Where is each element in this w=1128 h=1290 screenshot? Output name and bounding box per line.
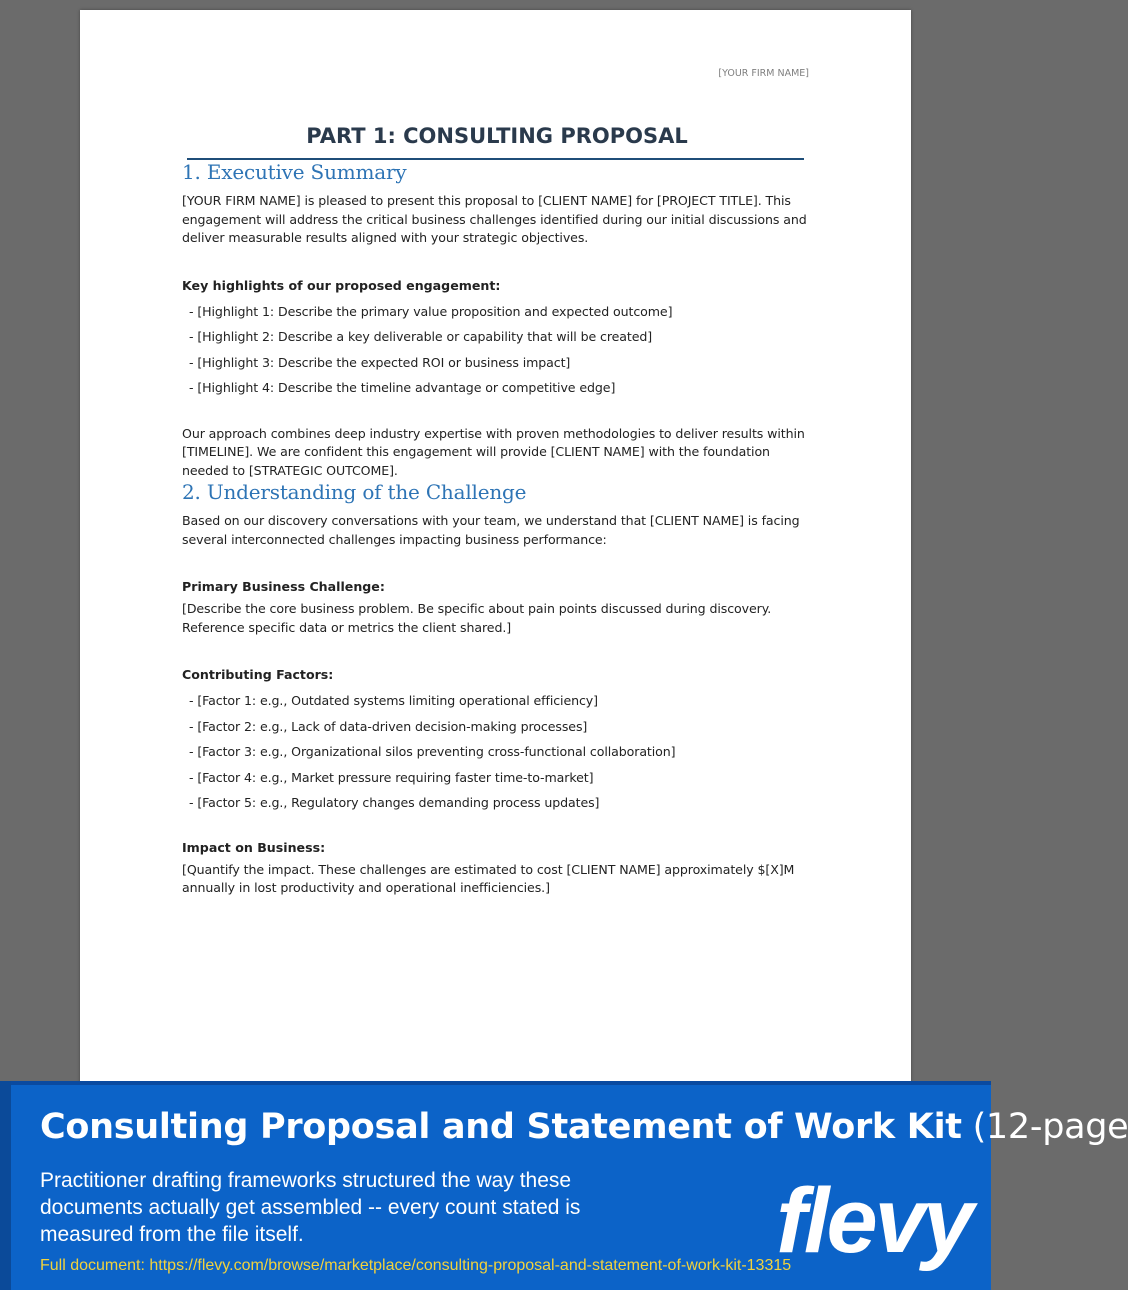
list-item: - [Highlight 2: Describe a key deliverable or capability that will be created] — [189, 329, 653, 344]
highlights-label: Key highlights of our proposed engagement: — [182, 277, 501, 293]
factors-list — [189, 688, 807, 816]
impact-label: Impact on Business: — [182, 839, 326, 855]
list-item: - [Highlight 4: Describe the timeline advantage or competitive edge] — [189, 380, 616, 395]
list-item: - [Factor 4: e.g., Market pressure requiring faster time-to-market] — [189, 769, 594, 785]
banner-title-main: Consulting Proposal and Statement of Work Kit — [40, 1107, 962, 1147]
document-content — [182, 124, 807, 898]
list-item: - [Factor 3: e.g., Organizational silos preventing cross-functional collaboration] — [189, 744, 676, 759]
promo-banner — [0, 1081, 1128, 1290]
list-item: - [Factor 2: e.g., Lack of data-driven decision-making processes] — [189, 718, 588, 734]
list-item: - [Highlight 1: Describe the primary value proposition and expected outcome] — [189, 303, 673, 319]
executive-summary-intro: [YOUR FIRM NAME] is pleased to present this proposal to [CLIENT NAME] for [PROJECT TITLE]. This engagement will address the critical business challenges identified during our initial discussions and deliver measurable results aligned with your strategic objectives. — [182, 193, 807, 245]
document-title: PART 1: CONSULTING PROPOSAL — [306, 124, 688, 148]
impact-text: [Quantify the impact. These challenges are estimated to cost [CLIENT NAME] approximately $[X]M annually in lost productivity and operational inefficiencies.] — [182, 861, 795, 895]
full-document-link[interactable]: Full document: https://flevy.com/browse/marketplace/consulting-proposal-and-statement-of-work-kit-13315 — [40, 1257, 792, 1274]
section-heading-executive-summary: 1. Executive Summary — [182, 160, 407, 184]
section-heading-challenge: 2. Understanding of the Challenge — [182, 480, 527, 504]
list-item: - [Highlight 3: Describe the expected ROI or business impact] — [189, 354, 571, 370]
primary-challenge-label: Primary Business Challenge: — [182, 579, 385, 594]
banner-title-suffix: (12-page — [961, 1107, 1128, 1147]
challenge-intro: Based on our discovery conversations with your team, we understand that [CLIENT NAME] is facing several interconnected challenges impacting business performance: — [182, 513, 800, 547]
banner-left-strip — [0, 1081, 11, 1290]
highlights-list — [189, 299, 807, 401]
header-firm-name: [YOUR FIRM NAME] — [718, 68, 809, 79]
list-item: - [Factor 1: e.g., Outdated systems limiting operational efficiency] — [189, 693, 598, 708]
primary-challenge-text: [Describe the core business problem. Be specific about pain points discussed during discovery. Reference specific data or metrics the client shared.] — [182, 601, 772, 635]
banner-subtitle: Practitioner drafting frameworks structured the way these documents actually get assembled -- every count stated is measured from the file itself. — [40, 1169, 581, 1246]
flevy-logo: flevy — [776, 1170, 971, 1272]
list-item: - [Factor 5: e.g., Regulatory changes demanding process updates] — [189, 795, 600, 810]
banner-top-border — [0, 1081, 991, 1085]
executive-summary-closing: Our approach combines deep industry expertise with proven methodologies to deliver results within [TIMELINE]. We are confident this engagement will provide [CLIENT NAME] with the foundation needed to [STRATEGIC OUTCOME]. — [182, 425, 805, 478]
banner-title — [40, 1107, 1128, 1147]
contributing-factors-label: Contributing Factors: — [182, 667, 334, 682]
document-page — [80, 10, 911, 1085]
